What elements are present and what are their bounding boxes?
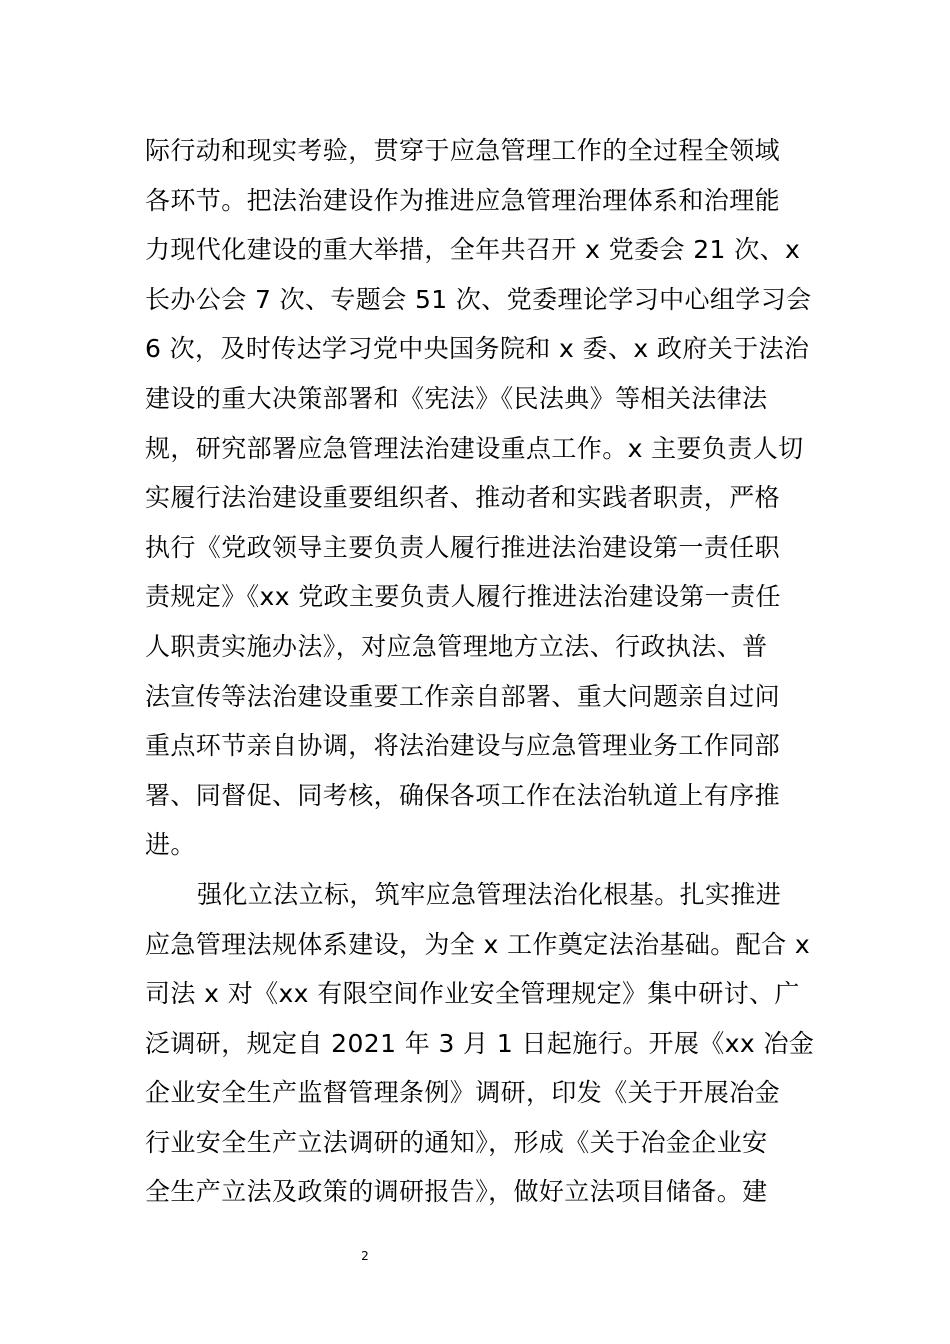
text-line: 全生产立法及政策的调研报告》，做好立法项目储备。建 [145, 1177, 768, 1207]
body-text [145, 126, 825, 1217]
text-line: 法宣传等法治建设重要工作亲自部署、重大问题亲自过问 [145, 681, 781, 711]
text-line: 力现代化建设的重大举措，全年共召开 x 党委会 21 次、x [145, 235, 801, 265]
text-line: 长办公会 7 次、专题会 51 次、党委理论学习中心组学习会 [145, 284, 812, 314]
text-line: 司法 x 对《xx 有限空间作业安全管理规定》集中研讨、广 [145, 979, 800, 1009]
text-line: 行业安全生产立法调研的通知》，形成《关于冶金企业安 [145, 1127, 768, 1157]
text-line: 实履行法治建设重要组织者、推动者和实践者职责，严格 [145, 483, 781, 513]
text-line: 际行动和现实考验，贯穿于应急管理工作的全过程全领域 [145, 136, 781, 165]
text-line: 企业安全生产监督管理条例》调研，印发《关于开展冶金 [145, 1078, 781, 1108]
paragraph-2 [145, 870, 825, 1217]
page-number: 2 [361, 1249, 369, 1263]
text-line: 建设的重大决策部署和《宪法》《民法典》等相关法律法 [145, 383, 768, 413]
text-line: 各环节。把法治建设作为推进应急管理治理体系和治理能 [145, 185, 781, 215]
text-line: 6 次，及时传达学习党中央国务院和 x 委、x 政府关于法治 [145, 334, 810, 364]
text-line: 执行《党政领导主要负责人履行推进法治建设第一责任职 [145, 532, 781, 562]
text-line: 责规定》《xx 党政主要负责人履行推进法治建设第一责任 [145, 582, 781, 612]
text-line: 规，研究部署应急管理法治建设重点工作。x 主要负责人切 [145, 433, 804, 463]
text-line: 人职责实施办法》，对应急管理地方立法、行政执法、普 [145, 631, 768, 661]
text-line: 强化立法立标，筑牢应急管理法治化根基。扎实推进 [197, 879, 782, 909]
text-line: 重点环节亲自协调，将法治建设与应急管理业务工作同部 [145, 731, 781, 761]
paragraph-1 [145, 126, 825, 870]
text-line: 署、同督促、同考核，确保各项工作在法治轨道上有序推 [145, 780, 781, 810]
text-line: 应急管理法规体系建设，为全 x 工作奠定法治基础。配合 x [145, 929, 811, 959]
text-line: 泛调研，规定自 2021 年 3 月 1 日起施行。开展《xx 冶金 [145, 1028, 815, 1058]
text-line: 进。 [145, 830, 196, 860]
